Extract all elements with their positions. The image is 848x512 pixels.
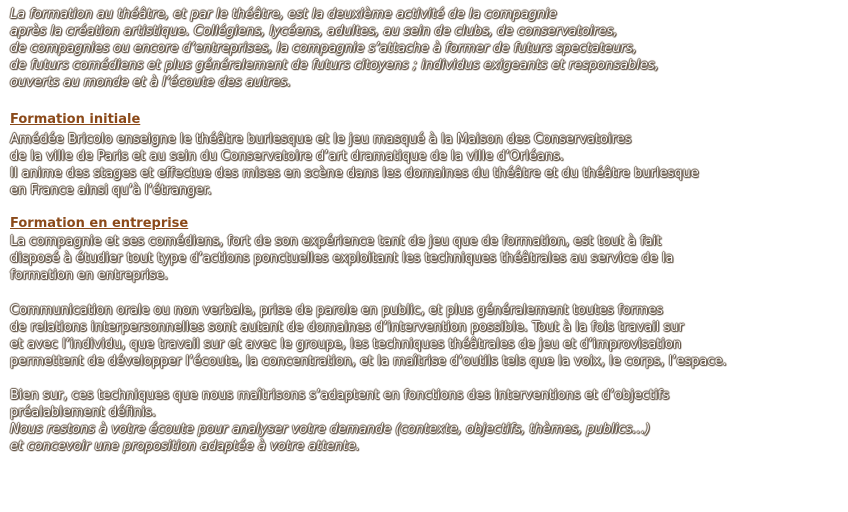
formation-initiale-line: Amédée Bricolo enseigne le théâtre burlesque et le jeu masqué à la Maison des Conservatoires <box>10 132 632 147</box>
entreprise-para2-line: Communication orale ou non verbale, prise de parole en public, et plus généralement toutes formes <box>10 303 663 318</box>
heading-formation-entreprise: Formation en entreprise <box>10 216 189 231</box>
entreprise-para1-line: formation en entreprise. <box>10 268 169 283</box>
entreprise-para3-line: Bien sur, ces techniques que nous maîtrisons s’adaptent en fonctions des interventions et d’objectifs <box>10 388 670 403</box>
formation-initiale-line: en France ainsi qu’à l’étranger. <box>10 183 212 198</box>
formation-page <box>10 6 846 455</box>
entreprise-para1-line: disposé à étudier tout type d’actions ponctuelles exploitant les techniques théâtrales au service de la <box>10 251 674 266</box>
closing-italic-line: et concevoir une proposition adaptée à votre attente. <box>10 439 360 454</box>
heading-formation-initiale: Formation initiale <box>10 112 141 127</box>
intro-line: de compagnies ou encore d’entreprises, la compagnie s’attache à former de futurs spectateurs, <box>10 41 637 56</box>
formation-initiale-line: de la ville de Paris et au sein du Conservatoire d’art dramatique de la ville d’Orléans. <box>10 149 564 164</box>
intro-line: de futurs comédiens et plus généralement de futurs citoyens ; individus exigeants et responsables, <box>10 58 659 73</box>
intro-line: La formation au théâtre, et par le théâtre, est la deuxième activité de la compagnie <box>10 7 557 22</box>
section-formation-initiale <box>10 111 846 199</box>
section-formation-entreprise <box>10 215 846 455</box>
intro-line: après la création artistique. Collégiens, lycéens, adultes, au sein de clubs, de conservatoires, <box>10 24 618 39</box>
entreprise-para1-line: La compagnie et ses comédiens, fort de son expérience tant de jeu que de formation, est tout à fait <box>10 234 662 249</box>
closing-italic-line: Nous restons à votre écoute pour analyser votre demande (contexte, objectifs, thèmes, publics…) <box>10 422 651 437</box>
entreprise-para3-line: préalablement définis. <box>10 405 157 420</box>
entreprise-para2-line: et avec l’individu, que travail sur et avec le groupe, les techniques théâtrales de jeu et d’improvisation <box>10 337 682 352</box>
entreprise-para2-line: permettent de développer l’écoute, la concentration, et la maîtrise d’outils tels que la voix, le corps, l’espace. <box>10 354 727 369</box>
entreprise-para2-line: de relations interpersonnelles sont autant de domaines d’intervention possible. Tout à la fois travail sur <box>10 320 684 335</box>
intro-paragraph <box>10 6 846 91</box>
formation-initiale-line: Il anime des stages et effectue des mises en scène dans les domaines du théâtre et du théâtre burlesque <box>10 166 699 181</box>
intro-line: ouverts au monde et à l’écoute des autres. <box>10 75 292 90</box>
